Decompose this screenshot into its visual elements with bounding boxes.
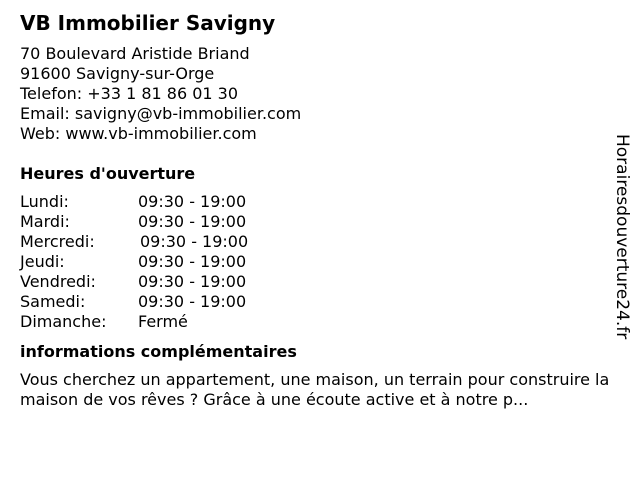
business-card xyxy=(20,10,620,410)
business-name: VB Immobilier Savigny xyxy=(20,11,276,35)
day-label: Samedi: xyxy=(20,292,86,311)
address-city: 91600 Savigny-sur-Orge xyxy=(20,64,215,83)
hours-row-thursday xyxy=(20,252,620,272)
day-hours: 09:30 - 19:00 xyxy=(138,252,247,271)
info-heading: informations complémentaires xyxy=(20,342,297,361)
day-label: Jeudi: xyxy=(20,252,65,271)
day-label: Mardi: xyxy=(20,212,70,231)
day-hours: Fermé xyxy=(138,312,188,331)
hours-row-sunday xyxy=(20,312,620,332)
day-hours: 09:30 - 19:00 xyxy=(138,272,247,291)
day-hours: 09:30 - 19:00 xyxy=(138,212,247,231)
info-description: Vous cherchez un appartement, une maison, un terrain pour construire la maison de vos rêves ? Grâce à une écoute active et à notre p... xyxy=(20,370,610,409)
day-hours: 09:30 - 19:00 xyxy=(140,232,249,251)
hours-row-monday xyxy=(20,192,620,212)
email-address: Email: savigny@vb-immobilier.com xyxy=(20,104,302,123)
day-hours: 09:30 - 19:00 xyxy=(138,292,247,311)
hours-table xyxy=(20,192,620,332)
hours-heading: Heures d'ouverture xyxy=(20,164,196,183)
hours-row-saturday xyxy=(20,292,620,312)
day-label: Mercredi: xyxy=(20,232,95,251)
day-hours: 09:30 - 19:00 xyxy=(138,192,247,211)
hours-row-friday xyxy=(20,272,620,292)
address-street: 70 Boulevard Aristide Briand xyxy=(20,44,250,63)
site-watermark: Horairesdouverture24.fr xyxy=(612,134,632,340)
hours-row-wednesday xyxy=(20,232,620,252)
hours-row-tuesday xyxy=(20,212,620,232)
day-label: Lundi: xyxy=(20,192,69,211)
website: Web: www.vb-immobilier.com xyxy=(20,124,257,143)
phone-number: Telefon: +33 1 81 86 01 30 xyxy=(20,84,239,103)
contact-block xyxy=(20,44,620,144)
day-label: Vendredi: xyxy=(20,272,96,291)
day-label: Dimanche: xyxy=(20,312,107,331)
